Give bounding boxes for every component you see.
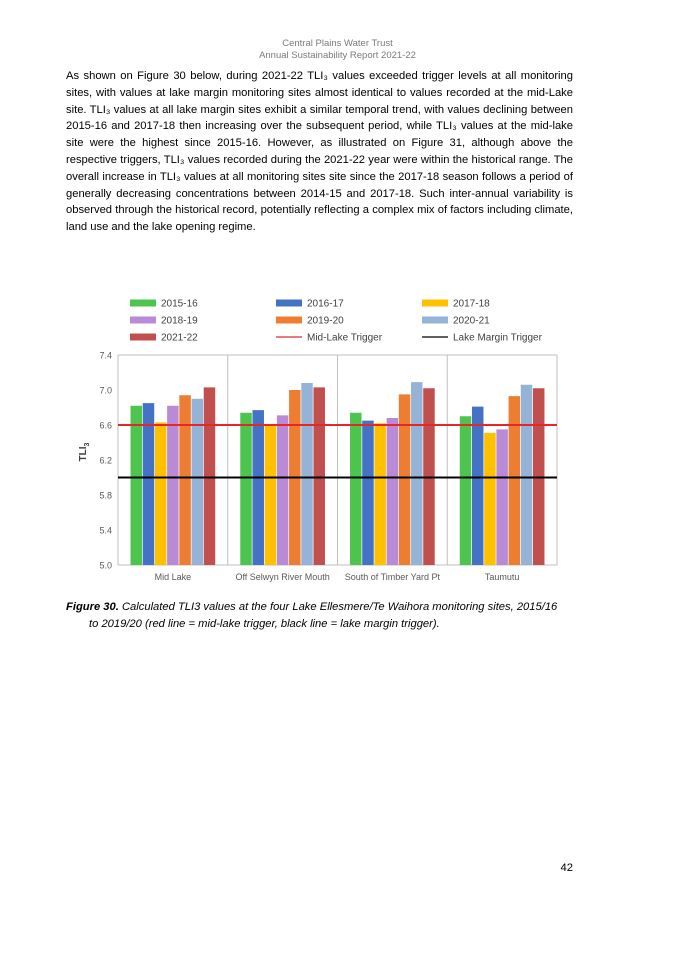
bar xyxy=(387,418,399,565)
bar xyxy=(509,396,521,565)
y-axis-label xyxy=(78,442,91,461)
legend-label: 2016-17 xyxy=(307,298,344,310)
y-tick-label: 5.0 xyxy=(99,560,112,571)
y-tick-label: 5.4 xyxy=(99,525,112,536)
bar xyxy=(240,413,252,565)
bar xyxy=(399,394,411,565)
legend-label: 2018-19 xyxy=(161,315,198,327)
y-tick-label: 7.0 xyxy=(99,385,112,396)
bar xyxy=(411,382,423,565)
x-category-label: Mid Lake xyxy=(154,572,192,582)
legend-label: 2019-20 xyxy=(307,315,344,327)
bar xyxy=(131,406,143,565)
x-category-label: South of Timber Yard Pt xyxy=(344,572,440,582)
y-axis-label-sub: 3 xyxy=(84,442,91,447)
legend-swatch xyxy=(422,300,448,307)
caption-label: Figure 30. xyxy=(66,601,119,613)
chart-legend xyxy=(130,299,543,344)
bar xyxy=(521,385,533,565)
y-tick-label: 5.8 xyxy=(99,490,112,501)
legend-label: 2021-22 xyxy=(161,332,198,344)
legend-label: 2017-18 xyxy=(453,298,490,310)
legend-label: Mid-Lake Trigger xyxy=(307,332,383,344)
y-tick-label: 6.6 xyxy=(99,420,112,431)
bar xyxy=(313,387,325,565)
caption-text: Calculated TLI3 values at the four Lake Ellesmere/Te Waihora monitoring sites, 2015/16 xyxy=(121,601,558,613)
bar xyxy=(143,403,155,565)
bar xyxy=(301,383,313,565)
bar xyxy=(484,433,496,565)
bar xyxy=(277,415,289,565)
tli3-bar-chart xyxy=(0,290,675,600)
header-line-2: Annual Sustainability Report 2021-22 xyxy=(259,50,416,61)
bar xyxy=(167,406,179,565)
bar xyxy=(350,413,362,565)
body-paragraph xyxy=(66,68,573,236)
bar xyxy=(252,410,264,565)
legend-label: 2020-21 xyxy=(453,315,490,327)
legend-swatch xyxy=(130,317,156,324)
x-category-label: Taumutu xyxy=(484,572,520,582)
caption-text-2: to 2019/20 (red line = mid-lake trigger, black line = lake margin trigger). xyxy=(89,617,440,630)
bar xyxy=(155,422,167,565)
legend-swatch xyxy=(276,300,302,307)
legend-swatch xyxy=(130,334,156,341)
bar xyxy=(192,399,204,565)
bar xyxy=(374,423,386,565)
y-tick-label: 7.4 xyxy=(99,350,112,361)
bar xyxy=(460,416,472,565)
page-header xyxy=(0,38,675,62)
legend-label: 2015-16 xyxy=(161,298,198,310)
x-category-label: Off Selwyn River Mouth xyxy=(235,572,330,582)
legend-label: Lake Margin Trigger xyxy=(453,332,542,344)
y-axis-label-main: TLI xyxy=(78,446,89,462)
page-number: 42 xyxy=(560,862,573,874)
bar xyxy=(496,429,508,565)
bar xyxy=(179,395,191,565)
legend-swatch xyxy=(422,317,448,324)
legend-swatch xyxy=(130,300,156,307)
figure-caption xyxy=(66,599,586,632)
legend-swatch xyxy=(276,317,302,324)
header-line-1: Central Plains Water Trust xyxy=(282,38,393,49)
paragraph-text: As shown on Figure 30 below, during 2021-22 TLI₃ values exceeded trigger levels at all monitoring sites, with values at lake margin monitoring sites almost identical to values recorded at the mid-Lake site. TLI₃ values at all lake margin sites exhibit a similar temporal trend, with values declining between 2015-16 and 2017-18 then increasing over the subsequent period, while TLI₃ values at the mid-lake site were the highest since 2015-16. However, as illustrated on Figure 31, although above the respective triggers, TLI₃ values recorded during the 2021-22 year were within the historical range. The overall increase in TLI₃ values at all monitoring sites site since the 2017-18 season follows a period of generally decreasing concentrations between 2014-15 and 2017-18. Such inter-annual variability is observed through the historical record, potentially reflecting a complex mix of factors including climate, land use and the lake opening regime. xyxy=(66,70,573,234)
bar xyxy=(362,421,374,565)
bar xyxy=(204,387,216,565)
bar xyxy=(472,407,484,565)
y-tick-label: 6.2 xyxy=(99,455,112,466)
bar xyxy=(265,425,277,565)
